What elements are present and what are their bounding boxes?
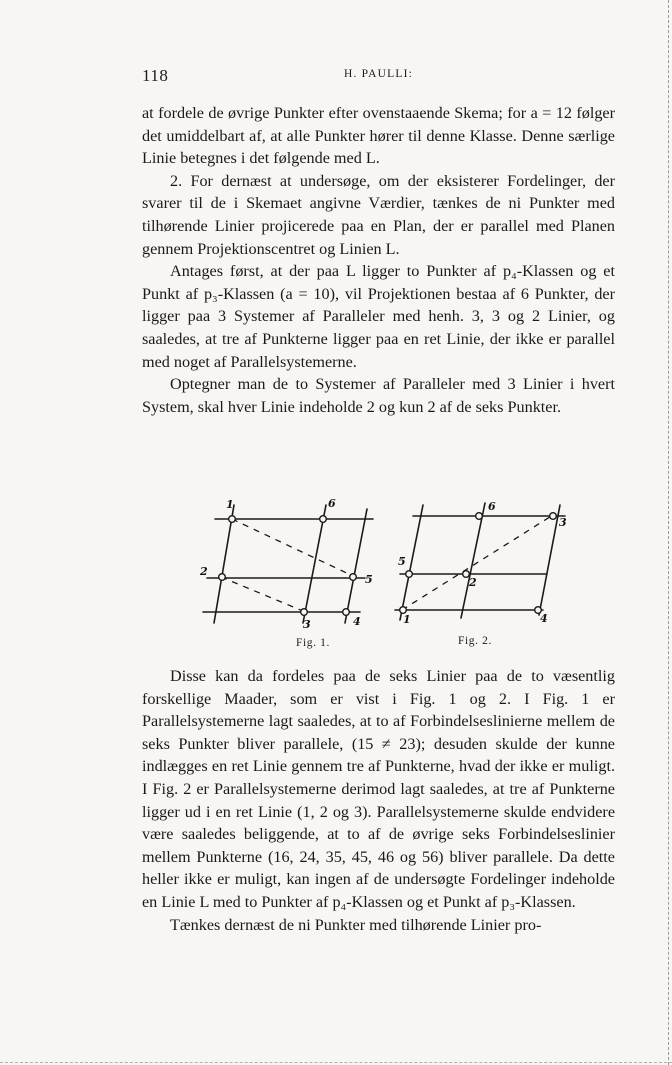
paragraph: Optegner man de to Systemer af Paralleler med 3 Linier i hvert System, skal hver Linie indeholde 2 og kun 2 af de seks Punkter. xyxy=(142,375,615,416)
figures xyxy=(195,495,590,655)
figure-1-caption: Fig. 1. xyxy=(296,637,330,649)
page-bottom-edge xyxy=(0,1061,672,1063)
paragraph: Tænkes dernæst de ni Punkter med tilhørende Linier pro- xyxy=(170,915,542,934)
fig1-label: 5 xyxy=(365,573,373,586)
fig2-point xyxy=(406,571,413,578)
figure-2-caption: Fig. 2. xyxy=(458,635,492,647)
paragraph: Antages først, at der paa L ligger to Punkter af p₄-Klassen og et Punkt af p₃-Klassen (a = 10), vil Projektionen bestaa af 6 Punkter, der ligger paa 3 Systemer af Paralleler med henh. 3, 3 og 2 Linier, og saaledes, at tre af Punkterne ligger paa en ret Linie, der ikke er parallel med noget af Parallelsystemerne. xyxy=(142,262,615,371)
fig2-label: 3 xyxy=(559,516,567,529)
fig1-point xyxy=(219,574,226,581)
fig2-point xyxy=(476,513,483,520)
fig1-point xyxy=(301,609,308,616)
fig1-point xyxy=(350,574,357,581)
fig1-point xyxy=(320,516,327,523)
page-edge xyxy=(667,0,669,1065)
fig2-label: 5 xyxy=(398,555,406,568)
fig1-point xyxy=(229,516,236,523)
fig1-line xyxy=(345,509,367,623)
fig1-point xyxy=(343,609,350,616)
fig2-label: 4 xyxy=(540,612,548,625)
figures-svg xyxy=(195,495,590,655)
page-number: 118 xyxy=(142,66,169,85)
page-header xyxy=(142,66,615,90)
fig1-dash xyxy=(232,519,353,576)
fig1-label: 4 xyxy=(353,615,361,628)
paragraph: 2. For dernæst at undersøge, om der eksisterer Fordelinger, der svarer til de i Skemaet angivne Værdier, tænkes de ni Punkter med tilhørende Linier projicerede paa en Plan, der er parallel med Planen gennem Projektionscentret og Linien L. xyxy=(142,171,615,258)
fig1-label: 3 xyxy=(303,618,311,631)
body-text-bottom xyxy=(142,665,615,936)
fig2-label: 2 xyxy=(469,576,477,589)
fig1-label: 2 xyxy=(200,565,208,578)
fig2-label: 6 xyxy=(488,500,496,513)
fig1-dash xyxy=(221,577,303,611)
fig1-label: 1 xyxy=(226,498,234,511)
paragraph: Disse kan da fordeles paa de seks Linier paa de to væsentlig forskellige Maader, som er vist i Fig. 1 og 2. I Fig. 1 er Parallelsystemerne lagt saaledes, at to af Forbindelseslinierne mellem de seks Punkter bliver parallele, (15 ≠ 23); desuden skulde der kunne indlægges en ret Linie gennem tre af Punkterne, hvad der ikke er muligt. I Fig. 2 er Parallelsystemerne derimod lagt saaledes, at tre af Punkterne ligger ud i en ret Linie (1, 2 og 3). Parallelsystemerne skulde endvidere være saaledes beliggende, at to af de øvrige seks Forbindelseslinier mellem Punkterne (16, 24, 35, 45, 46 og 56) bliver parallele. Da dette heller ikke er muligt, kan ingen af de undersøgte Fordelinger indeholde en Linie L med to Punkter af p₄-Klassen og et Punkt af p₃-Klassen. xyxy=(142,667,615,911)
fig2-label: 1 xyxy=(403,613,411,626)
fig2-dash xyxy=(402,515,553,610)
fig2-line xyxy=(461,503,485,618)
paragraph: at fordele de øvrige Punkter efter ovenstaaende Skema; for a = 12 følger det umiddelbart af, at alle Punkter hører til denne Klasse. Denne særlige Linie betegnes i det følgende med L. xyxy=(142,104,615,168)
fig2-line xyxy=(539,505,560,615)
fig2-point xyxy=(550,513,557,520)
body-text-top xyxy=(142,102,615,418)
running-head: H. PAULLI: xyxy=(343,68,414,80)
fig1-label: 6 xyxy=(328,497,336,510)
